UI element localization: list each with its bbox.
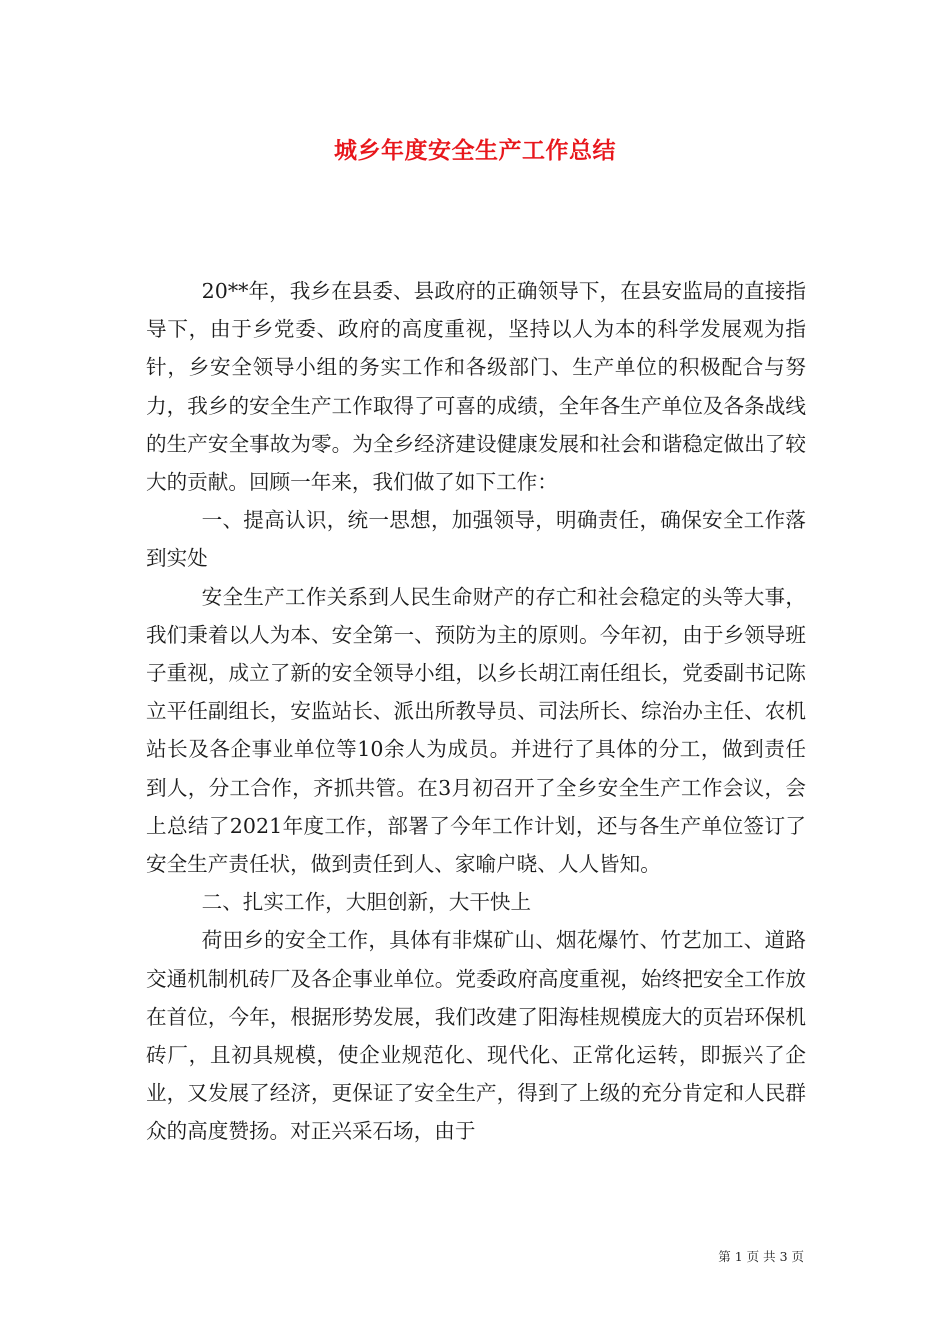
section-1-paragraph: 安全生产工作关系到人民生命财产的存亡和社会稳定的头等大事，我们秉着以人为本、安全第一、预防为主的原则。今年初，由于乡领导班子重视，成立了新的安全领导小组，以乡长胡江南任组长，党委副书记陈立平任副组长，安监站长、派出所教导员、司法所长、综治办主任、农机站长及各企事业单位等10余人为成员。并进行了具体的分工，做到责任到人，分工合作，齐抓共管。在3月初召开了全乡安全生产工作会议，会上总结了2021年度工作，部署了今年工作计划，还与各生产单位签订了安全生产责任状，做到责任到人、家喻户晓、人人皆知。 (146, 584, 806, 877)
section-heading-2: 二、扎实工作，大胆创新，大干快上 (201, 890, 532, 915)
section-heading-1: 一、提高认识，统一思想，加强领导，明确责任，确保安全工作落到实处 (146, 508, 806, 571)
document-title: 城乡年度安全生产工作总结 (334, 138, 616, 164)
document-body (146, 272, 806, 1151)
section-2-paragraph: 荷田乡的安全工作，具体有非煤矿山、烟花爆竹、竹艺加工、道路交通机制机砖厂及各企事业单位。党委政府高度重视，始终把安全工作放在首位，今年，根据形势发展，我们改建了阳海桂规模庞大的页岩环保机砖厂，且初具规模，使企业规范化、现代化、正常化运转，即振兴了企业，又发展了经济，更保证了安全生产，得到了上级的充分肯定和人民群众的高度赞扬。对正兴采石场，由于 (146, 928, 806, 1144)
page-number-footer: 第 1 页 共 3 页 (718, 1249, 804, 1264)
intro-paragraph: 20**年，我乡在县委、县政府的正确领导下，在县安监局的直接指导下，由于乡党委、政府的高度重视，坚持以人为本的科学发展观为指针，乡安全领导小组的务实工作和各级部门、生产单位的积极配合与努力，我乡的安全生产工作取得了可喜的成绩，全年各生产单位及各条战线的生产安全事故为零。为全乡经济建设健康发展和社会和谐稳定做出了较大的贡献。回顾一年来，我们做了如下工作： (146, 279, 806, 495)
